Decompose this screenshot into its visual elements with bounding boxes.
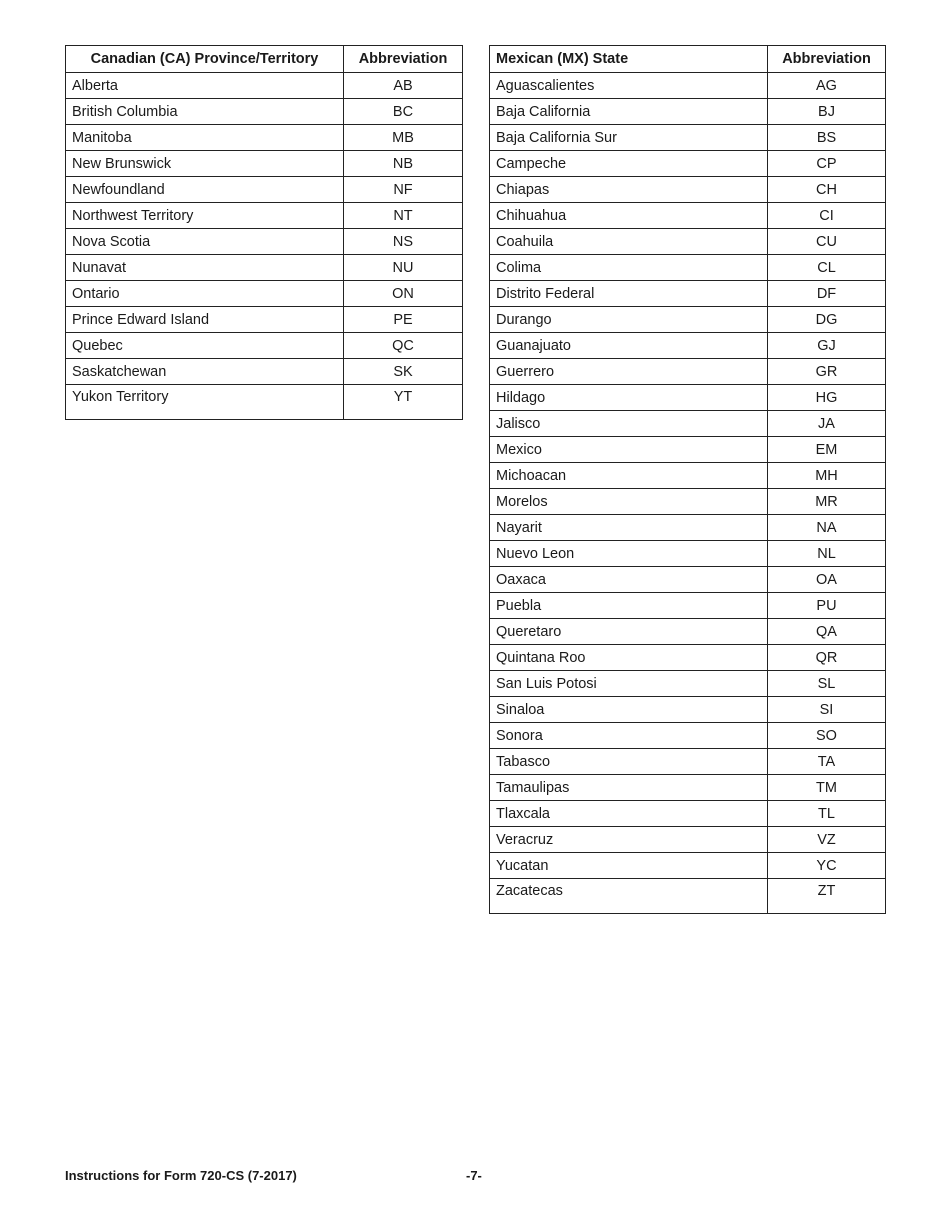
region-name-cell: Tabasco: [490, 749, 768, 775]
table-row: [490, 177, 886, 203]
abbreviation-cell: MR: [768, 489, 886, 515]
abbreviation-cell: TA: [768, 749, 886, 775]
region-name-cell: Mexico: [490, 437, 768, 463]
table-header-row: [490, 46, 886, 73]
page-number: -7-: [466, 1168, 482, 1183]
region-name-cell: Ontario: [66, 281, 344, 307]
region-name-cell: Yukon Territory: [66, 385, 344, 420]
ca-table-body: [66, 73, 463, 420]
region-name-cell: Michoacan: [490, 463, 768, 489]
table-row: [490, 515, 886, 541]
region-name-cell: Nova Scotia: [66, 229, 344, 255]
region-name-cell: Guerrero: [490, 359, 768, 385]
abbreviation-cell: TM: [768, 775, 886, 801]
region-name-cell: Yucatan: [490, 853, 768, 879]
table-row: [490, 827, 886, 853]
table-row: [66, 229, 463, 255]
region-name-cell: Quintana Roo: [490, 645, 768, 671]
abbreviation-cell: ZT: [768, 879, 886, 914]
table-row: [490, 281, 886, 307]
region-name-cell: Distrito Federal: [490, 281, 768, 307]
region-name-cell: San Luis Potosi: [490, 671, 768, 697]
abbreviation-cell: TL: [768, 801, 886, 827]
region-name-cell: Chiapas: [490, 177, 768, 203]
abbreviation-cell: BC: [344, 99, 463, 125]
region-name-cell: Sonora: [490, 723, 768, 749]
region-name-cell: Aguascalientes: [490, 73, 768, 99]
table-row: [66, 73, 463, 99]
table-row: [490, 567, 886, 593]
table-row: [490, 697, 886, 723]
table-row: [66, 359, 463, 385]
region-name-cell: Tamaulipas: [490, 775, 768, 801]
table-row: [66, 333, 463, 359]
region-name-cell: Puebla: [490, 593, 768, 619]
ca-name-header: Canadian (CA) Province/Territory: [66, 46, 344, 73]
abbreviation-cell: NU: [344, 255, 463, 281]
abbreviation-cell: DG: [768, 307, 886, 333]
abbreviation-cell: NF: [344, 177, 463, 203]
abbreviation-cell: NB: [344, 151, 463, 177]
abbreviation-cell: VZ: [768, 827, 886, 853]
abbreviation-cell: YC: [768, 853, 886, 879]
abbreviation-cell: CI: [768, 203, 886, 229]
abbreviation-cell: SO: [768, 723, 886, 749]
abbreviation-cell: CP: [768, 151, 886, 177]
footer-form-title: Instructions for Form 720-CS (7-2017): [65, 1168, 297, 1183]
region-name-cell: Oaxaca: [490, 567, 768, 593]
abbreviation-cell: YT: [344, 385, 463, 420]
abbreviation-cell: PU: [768, 593, 886, 619]
table-row: [66, 203, 463, 229]
region-name-cell: Northwest Territory: [66, 203, 344, 229]
region-name-cell: Campeche: [490, 151, 768, 177]
table-row: [490, 307, 886, 333]
region-name-cell: Tlaxcala: [490, 801, 768, 827]
region-name-cell: Zacatecas: [490, 879, 768, 914]
table-row: [490, 463, 886, 489]
abbreviation-cell: HG: [768, 385, 886, 411]
table-row: [490, 775, 886, 801]
abbreviation-cell: AG: [768, 73, 886, 99]
region-name-cell: Alberta: [66, 73, 344, 99]
mx-name-header: Mexican (MX) State: [490, 46, 768, 73]
table-row: [66, 99, 463, 125]
region-name-cell: New Brunswick: [66, 151, 344, 177]
region-name-cell: Veracruz: [490, 827, 768, 853]
table-row: [490, 853, 886, 879]
region-name-cell: Colima: [490, 255, 768, 281]
region-name-cell: British Columbia: [66, 99, 344, 125]
region-name-cell: Durango: [490, 307, 768, 333]
table-row: [490, 203, 886, 229]
region-name-cell: Guanajuato: [490, 333, 768, 359]
abbreviation-cell: NL: [768, 541, 886, 567]
region-name-cell: Newfoundland: [66, 177, 344, 203]
abbreviation-cell: OA: [768, 567, 886, 593]
abbreviation-cell: SL: [768, 671, 886, 697]
region-name-cell: Saskatchewan: [66, 359, 344, 385]
table-row: [490, 125, 886, 151]
abbreviation-cell: BJ: [768, 99, 886, 125]
table-row: [490, 151, 886, 177]
mx-abbreviation-header: Abbreviation: [768, 46, 886, 73]
table-row: [66, 255, 463, 281]
region-name-cell: Baja California Sur: [490, 125, 768, 151]
ca-abbreviation-header: Abbreviation: [344, 46, 463, 73]
abbreviation-cell: NT: [344, 203, 463, 229]
region-name-cell: Nunavat: [66, 255, 344, 281]
table-row: [490, 749, 886, 775]
mx-table-body: [490, 73, 886, 914]
table-row: [490, 73, 886, 99]
table-row: [66, 151, 463, 177]
region-name-cell: Chihuahua: [490, 203, 768, 229]
mexico-abbreviation-table: [489, 45, 886, 914]
table-row: [490, 645, 886, 671]
abbreviation-cell: BS: [768, 125, 886, 151]
abbreviation-cell: JA: [768, 411, 886, 437]
abbreviation-cell: NA: [768, 515, 886, 541]
table-row: [490, 671, 886, 697]
abbreviation-cell: MB: [344, 125, 463, 151]
abbreviation-cell: MH: [768, 463, 886, 489]
abbreviation-cell: CL: [768, 255, 886, 281]
region-name-cell: Prince Edward Island: [66, 307, 344, 333]
table-row: [66, 125, 463, 151]
region-name-cell: Coahuila: [490, 229, 768, 255]
table-row: [490, 333, 886, 359]
abbreviation-cell: GJ: [768, 333, 886, 359]
region-name-cell: Manitoba: [66, 125, 344, 151]
table-row: [490, 255, 886, 281]
region-name-cell: Nuevo Leon: [490, 541, 768, 567]
table-row: [490, 619, 886, 645]
region-name-cell: Queretaro: [490, 619, 768, 645]
abbreviation-cell: SK: [344, 359, 463, 385]
table-row: [490, 593, 886, 619]
region-name-cell: Jalisco: [490, 411, 768, 437]
region-name-cell: Hildago: [490, 385, 768, 411]
table-row: [490, 411, 886, 437]
table-row: [490, 229, 886, 255]
table-row: [66, 385, 463, 420]
abbreviation-cell: CH: [768, 177, 886, 203]
table-row: [66, 281, 463, 307]
table-row: [490, 879, 886, 914]
canada-abbreviation-table: [65, 45, 463, 420]
table-row: [490, 99, 886, 125]
abbreviation-cell: SI: [768, 697, 886, 723]
table-row: [490, 489, 886, 515]
region-name-cell: Baja California: [490, 99, 768, 125]
table-row: [66, 177, 463, 203]
table-row: [490, 437, 886, 463]
table-header-row: [66, 46, 463, 73]
table-row: [66, 307, 463, 333]
region-name-cell: Sinaloa: [490, 697, 768, 723]
abbreviation-cell: ON: [344, 281, 463, 307]
abbreviation-cell: DF: [768, 281, 886, 307]
abbreviation-cell: EM: [768, 437, 886, 463]
abbreviation-cell: AB: [344, 73, 463, 99]
abbreviation-cell: PE: [344, 307, 463, 333]
abbreviation-cell: GR: [768, 359, 886, 385]
table-row: [490, 359, 886, 385]
abbreviation-cell: QC: [344, 333, 463, 359]
abbreviation-cell: CU: [768, 229, 886, 255]
abbreviation-cell: QR: [768, 645, 886, 671]
table-row: [490, 385, 886, 411]
region-name-cell: Quebec: [66, 333, 344, 359]
abbreviation-cell: NS: [344, 229, 463, 255]
region-name-cell: Morelos: [490, 489, 768, 515]
abbreviation-cell: QA: [768, 619, 886, 645]
region-name-cell: Nayarit: [490, 515, 768, 541]
table-row: [490, 723, 886, 749]
table-row: [490, 541, 886, 567]
table-row: [490, 801, 886, 827]
